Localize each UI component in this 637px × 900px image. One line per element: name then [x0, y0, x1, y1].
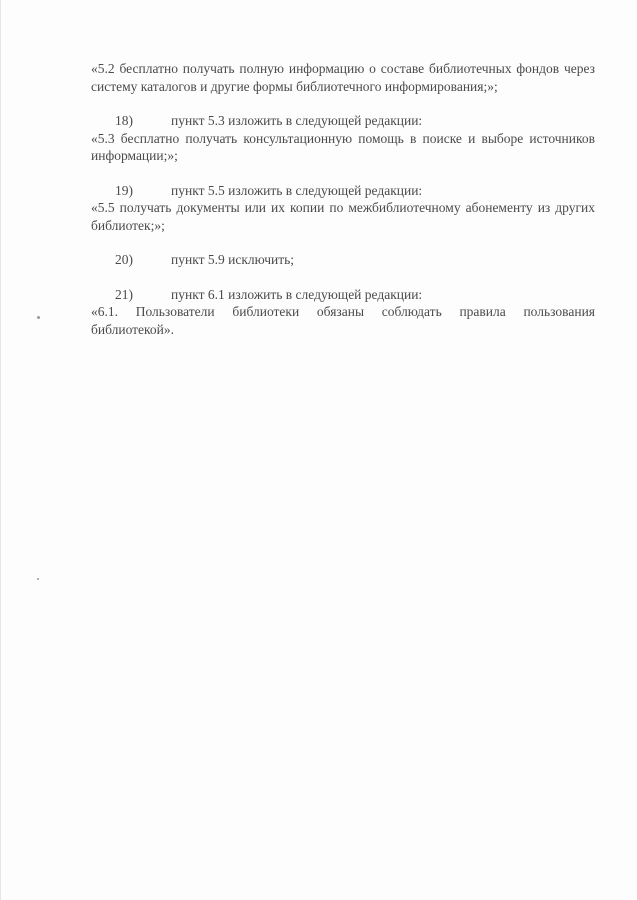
clause-6-1-text: «6.1. Пользователи библиотеки обязаны соблюдать правила пользования библиотекой». [91, 304, 595, 337]
amendment-item-19 [91, 182, 595, 200]
document-body [91, 60, 595, 338]
item-number: 19) [115, 182, 133, 198]
amendment-item-21 [91, 286, 595, 304]
item-number: 20) [115, 252, 133, 267]
item-number: 21) [115, 286, 133, 302]
scan-speck [37, 578, 39, 580]
item-instruction: пункт 6.1 изложить в следующей редакции: [171, 286, 423, 302]
item-instruction: пункт 5.5 изложить в следующей редакции: [171, 182, 423, 198]
scan-speck [37, 316, 40, 319]
item-instruction: пункт 5.9 исключить; [171, 252, 295, 267]
amendment-item-20 [91, 251, 595, 269]
clause-5-5-text: «5.5 получать документы или их копии по межбиблиотечному абонементу из других библиотек;»; [91, 200, 595, 233]
clause-5-3-text: «5.3 бесплатно получать консультационную помощь в поиске и выборе источников информации;»; [91, 130, 595, 163]
item-number: 18) [115, 113, 133, 128]
amendment-item-18 [91, 112, 595, 130]
item-instruction: пункт 5.3 изложить в следующей редакции: [171, 113, 423, 128]
clause-5-2-text: «5.2 бесплатно получать полную информацию о составе библиотечных фондов через систему каталогов и другие формы библиотечного информирования;»; [91, 61, 595, 94]
